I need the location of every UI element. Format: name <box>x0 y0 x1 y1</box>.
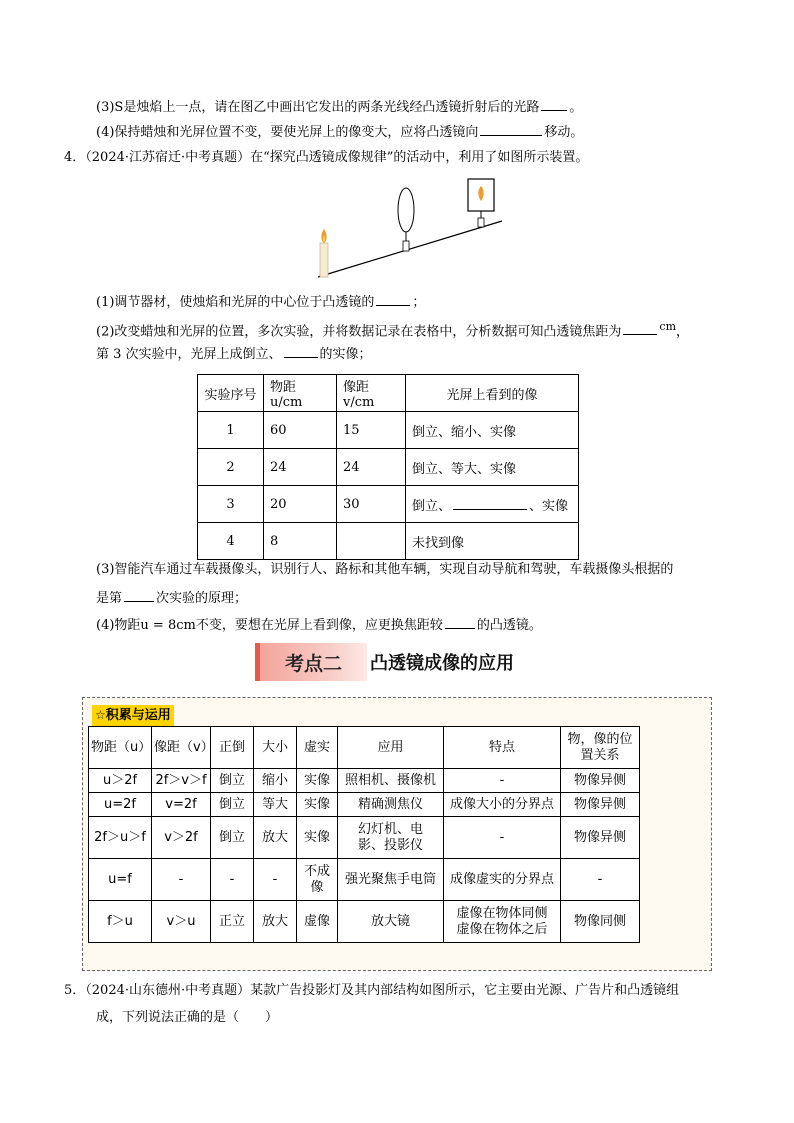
q3-item4-end: 移动。 <box>544 125 584 140</box>
knowledge-tag-text: 积累与运用 <box>105 708 171 723</box>
table-cell: 不成像 <box>297 859 338 901</box>
knowledge-tag <box>92 705 174 726</box>
table-cell: 24 <box>264 449 337 486</box>
q4-p2 <box>96 317 689 342</box>
section-label: 考点二 <box>255 643 367 681</box>
table-cell: u＞2f <box>89 769 152 793</box>
table-cell <box>337 523 406 560</box>
q4-p1-text: (1)调节器材，使烛焰和光屏的中心位于凸透镜的 <box>96 295 375 310</box>
table-cell: 成像大小的分界点 <box>444 793 561 817</box>
table-cell: 放大 <box>254 817 297 859</box>
q4-p3b <box>96 587 247 609</box>
answer-blank[interactable] <box>480 121 542 136</box>
header-cell: 像距 v/cm <box>337 375 406 412</box>
answer-blank[interactable] <box>445 614 475 629</box>
table-row <box>89 859 640 901</box>
table-cell: 正立 <box>211 901 254 943</box>
table-cell: 等大 <box>254 793 297 817</box>
answer-blank[interactable] <box>541 96 567 111</box>
header-cell: 光屏上看到的像 <box>406 375 579 412</box>
unit-cm: cm <box>659 320 677 333</box>
table-cell: 倒立、等大、实像 <box>406 449 579 486</box>
cell-text: 倒立、 <box>412 498 452 514</box>
answer-blank[interactable] <box>376 291 410 306</box>
table-cell: 倒立 <box>211 793 254 817</box>
q4-p4-end: 的凸透镜。 <box>476 618 542 633</box>
table-cell: 3 <box>198 486 264 523</box>
table-cell: 精确测焦仪 <box>338 793 444 817</box>
answer-blank[interactable] <box>623 320 657 335</box>
table-cell: v＞2f <box>152 817 211 859</box>
q4-p2-end: ， <box>676 324 690 340</box>
table-header-row <box>198 375 579 412</box>
table-cell: - <box>211 859 254 901</box>
q4-p1-end: ； <box>412 295 426 310</box>
candle-icon <box>320 229 328 277</box>
table-cell <box>406 486 579 523</box>
q4-p2b <box>96 343 372 365</box>
q3-item3-text: (3)S是烛焰上一点，请在图乙中画出它发出的两条光线经凸透镜折射后的光路 <box>96 100 540 115</box>
table-row <box>198 412 579 449</box>
apparatus-figure <box>310 175 510 285</box>
q3-item3-end: 。 <box>569 100 583 115</box>
table-row <box>89 817 640 859</box>
table-header-row <box>89 727 640 769</box>
table-cell: f＞u <box>89 901 152 943</box>
table-cell: 实像 <box>297 817 338 859</box>
table-cell: - <box>152 859 211 901</box>
header-cell: 正倒 <box>211 727 254 769</box>
table-cell: 物像异侧 <box>561 769 640 793</box>
q4-stem: 4．（2024·江苏宿迁·中考真题）在“探究凸透镜成像规律”的活动中，利用了如图所示装置。 <box>64 150 589 165</box>
table-cell: 1 <box>198 412 264 449</box>
table-row <box>89 901 640 943</box>
table-cell: 未找到像 <box>406 523 579 560</box>
q5-stem: 5．（2024·山东德州·中考真题）某款广告投影灯及其内部结构如图所示，它主要由光源、广告片和凸透镜组 <box>64 983 680 998</box>
table-cell: 2 <box>198 449 264 486</box>
answer-blank[interactable] <box>453 495 527 510</box>
answer-blank[interactable] <box>284 343 318 358</box>
table-cell: 20 <box>264 486 337 523</box>
table-cell: 强光聚焦手电筒 <box>338 859 444 901</box>
table-row <box>198 449 579 486</box>
table-cell: 30 <box>337 486 406 523</box>
table-cell: 2f＞v＞f <box>152 769 211 793</box>
table-cell: 物像异侧 <box>561 817 640 859</box>
table-row <box>89 793 640 817</box>
q4-p4 <box>96 614 542 636</box>
q4-p3b-end: 次实验的原理； <box>156 591 248 606</box>
header-cell: 虚实 <box>297 727 338 769</box>
q3-item4 <box>96 121 583 143</box>
table-cell: 放大 <box>254 901 297 943</box>
header-cell: 物，像的位置关系 <box>561 727 640 769</box>
table-row <box>89 769 640 793</box>
table-cell: 物像同侧 <box>561 901 640 943</box>
q4-p2b-end: 的实像； <box>319 347 372 362</box>
table-cell: - <box>254 859 297 901</box>
q3-item4-text: (4)保持蜡烛和光屏位置不变，要使光屏上的像变大，应将凸透镜向 <box>96 125 479 140</box>
star-icon: ☆ <box>95 708 106 722</box>
table-cell: 60 <box>264 412 337 449</box>
table-row <box>198 486 579 523</box>
table-cell: u=2f <box>89 793 152 817</box>
q5-stem-2: 成，下列说法正确的是（ ） <box>96 1010 279 1025</box>
table-cell: 2f＞u＞f <box>89 817 152 859</box>
table-cell: u=f <box>89 859 152 901</box>
header-cell: 特点 <box>444 727 561 769</box>
section-title: 凸透镜成像的应用 <box>370 653 514 674</box>
header-cell: 物距（u） <box>89 727 152 769</box>
table-cell: 虚像在物体同侧 虚像在物体之后 <box>444 901 561 943</box>
table-cell: 24 <box>337 449 406 486</box>
q4-p1 <box>96 291 425 313</box>
q4-p2b-text: 第 3 次实验中，光屏上成倒立、 <box>96 347 282 362</box>
table-cell: 缩小 <box>254 769 297 793</box>
table-cell: 照相机、摄像机 <box>338 769 444 793</box>
table-cell: v=2f <box>152 793 211 817</box>
header-cell: 应用 <box>338 727 444 769</box>
q4-p2-text: (2)改变蜡烛和光屏的位置，多次实验，并将数据记录在表格中，分析数据可知凸透镜焦距为 <box>96 324 622 340</box>
table-cell: - <box>444 769 561 793</box>
table-cell: 倒立、缩小、实像 <box>406 412 579 449</box>
table-cell: 实像 <box>297 769 338 793</box>
q4-p3: (3)智能汽车通过车载摄像头，识别行人、路标和其他车辆，实现自动导航和驾驶，车载摄像头根据的 <box>96 562 674 577</box>
table-cell: - <box>561 859 640 901</box>
table-cell: 8 <box>264 523 337 560</box>
screen-icon <box>468 179 494 227</box>
table-cell: - <box>444 817 561 859</box>
header-cell: 像距（v） <box>152 727 211 769</box>
table-cell: 虚像 <box>297 901 338 943</box>
answer-blank[interactable] <box>124 587 154 602</box>
table-cell: 成像虚实的分界点 <box>444 859 561 901</box>
table-cell: 物像异侧 <box>561 793 640 817</box>
table-cell: 实像 <box>297 793 338 817</box>
table-cell: 倒立 <box>211 769 254 793</box>
table-row <box>198 523 579 560</box>
table-cell: 幻灯机、电影、投影仪 <box>338 817 444 859</box>
header-cell: 大小 <box>254 727 297 769</box>
q4-p3b-text: 是第 <box>96 591 123 606</box>
table-cell: v＞u <box>152 901 211 943</box>
q3-item3 <box>96 96 582 118</box>
header-cell: 物距 u/cm <box>264 375 337 412</box>
table-cell: 放大镜 <box>338 901 444 943</box>
lens-icon <box>398 188 414 251</box>
knowledge-table <box>88 726 640 943</box>
q4-p4-text: (4)物距u = 8cm不变，要想在光屏上看到像，应更换焦距较 <box>96 618 443 633</box>
table-cell: 倒立 <box>211 817 254 859</box>
table-cell: 15 <box>337 412 406 449</box>
table-cell: 4 <box>198 523 264 560</box>
experiment-table <box>197 374 579 560</box>
cell-text: 、实像 <box>529 498 569 514</box>
header-cell: 实验序号 <box>198 375 264 412</box>
